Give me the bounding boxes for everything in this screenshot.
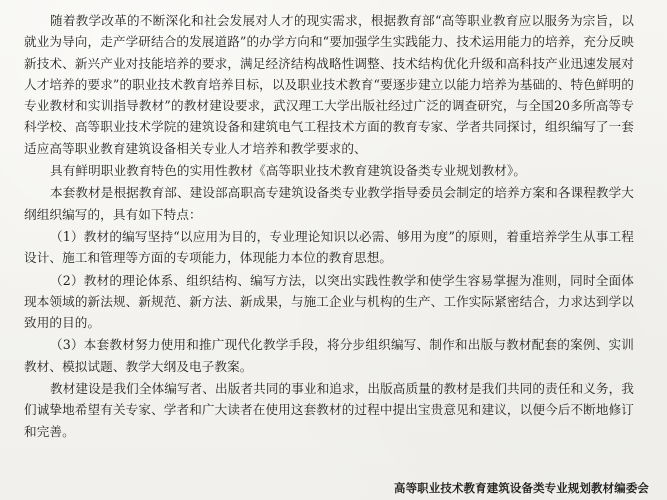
paragraph-6: （3）本套教材努力使用和推广现代化教学手段，将分步组织编写、制作和出版与教材配套的案例、实训教材、模拟试题、教学大纲及电子教案。 [24,337,634,374]
paragraph-2: 具有鲜明职业教育特色的实用性教材《高等职业技术教育建筑设备类专业规划教材》。 [50,163,527,179]
document-body [24,10,634,442]
paragraph-4: （1）教材的编写坚持“以应用为目的，专业理论知识以必需、够用为度”的原则，着重培养学生从事工程设计、施工和管理等方面的专项能力，体现能力本位的教育思想。 [24,228,634,266]
paragraph-5: （2）教材的理论体系、组织结构、编写方法，以突出实践性教学和使学生容易掌握为准则，同时全面体现本领域的新法规、新规范、新方法、新成果，与施工企业与机构的生产、工作实际紧密结合，力求达到学以致用的目的。 [24,272,634,331]
paragraph-3: 本套教材是根据教育部、建设部高职高专建筑设备类专业教学指导委员会制定的培养方案和各课程教学大纲组织编写的，具有如下特点： [24,185,634,222]
editorial-board-signature: 高等职业技术教育建筑设备类专业规划教材编委会 [394,481,649,495]
paragraph-1: 随着教学改革的不断深化和社会发展对人才的现实需求，根据教育部“高等职业教育应以服务为宗旨，以就业为导向，走产学研结合的发展道路”的办学方向和“要加强学生实践能力、技术运用能力的培养，充分反映新技术、新兴产业对技能培养的要求，满足经济结构战略性调整、技术结构优化升级和高科技产业迅速发展对人才培养的要求”的职业技术教育培养目标，以及职业技术教育“要逐步建立以能力培养为基础的、特色鲜明的专业教材和实训指导教材”的教材建设要求，武汉理工大学出版社经过广泛的调查研究，与全国20多所高等专科学校、高等职业技术学院的建筑设备和建筑电气工程技术方面的教育专家、学者共同探讨，组织编写了一套适应高等职业教育建筑设备相关专业人才培养和教学要求的、 [24,13,634,156]
paragraph-7: 教材建设是我们全体编写者、出版者共同的事业和追求，出版高质量的教材是我们共同的责任和义务，我们诚挚地希望有关专家、学者和广大读者在使用这套教材的过程中提出宝贵意见和建议，以便今后不断地修订和完善。 [24,381,634,439]
